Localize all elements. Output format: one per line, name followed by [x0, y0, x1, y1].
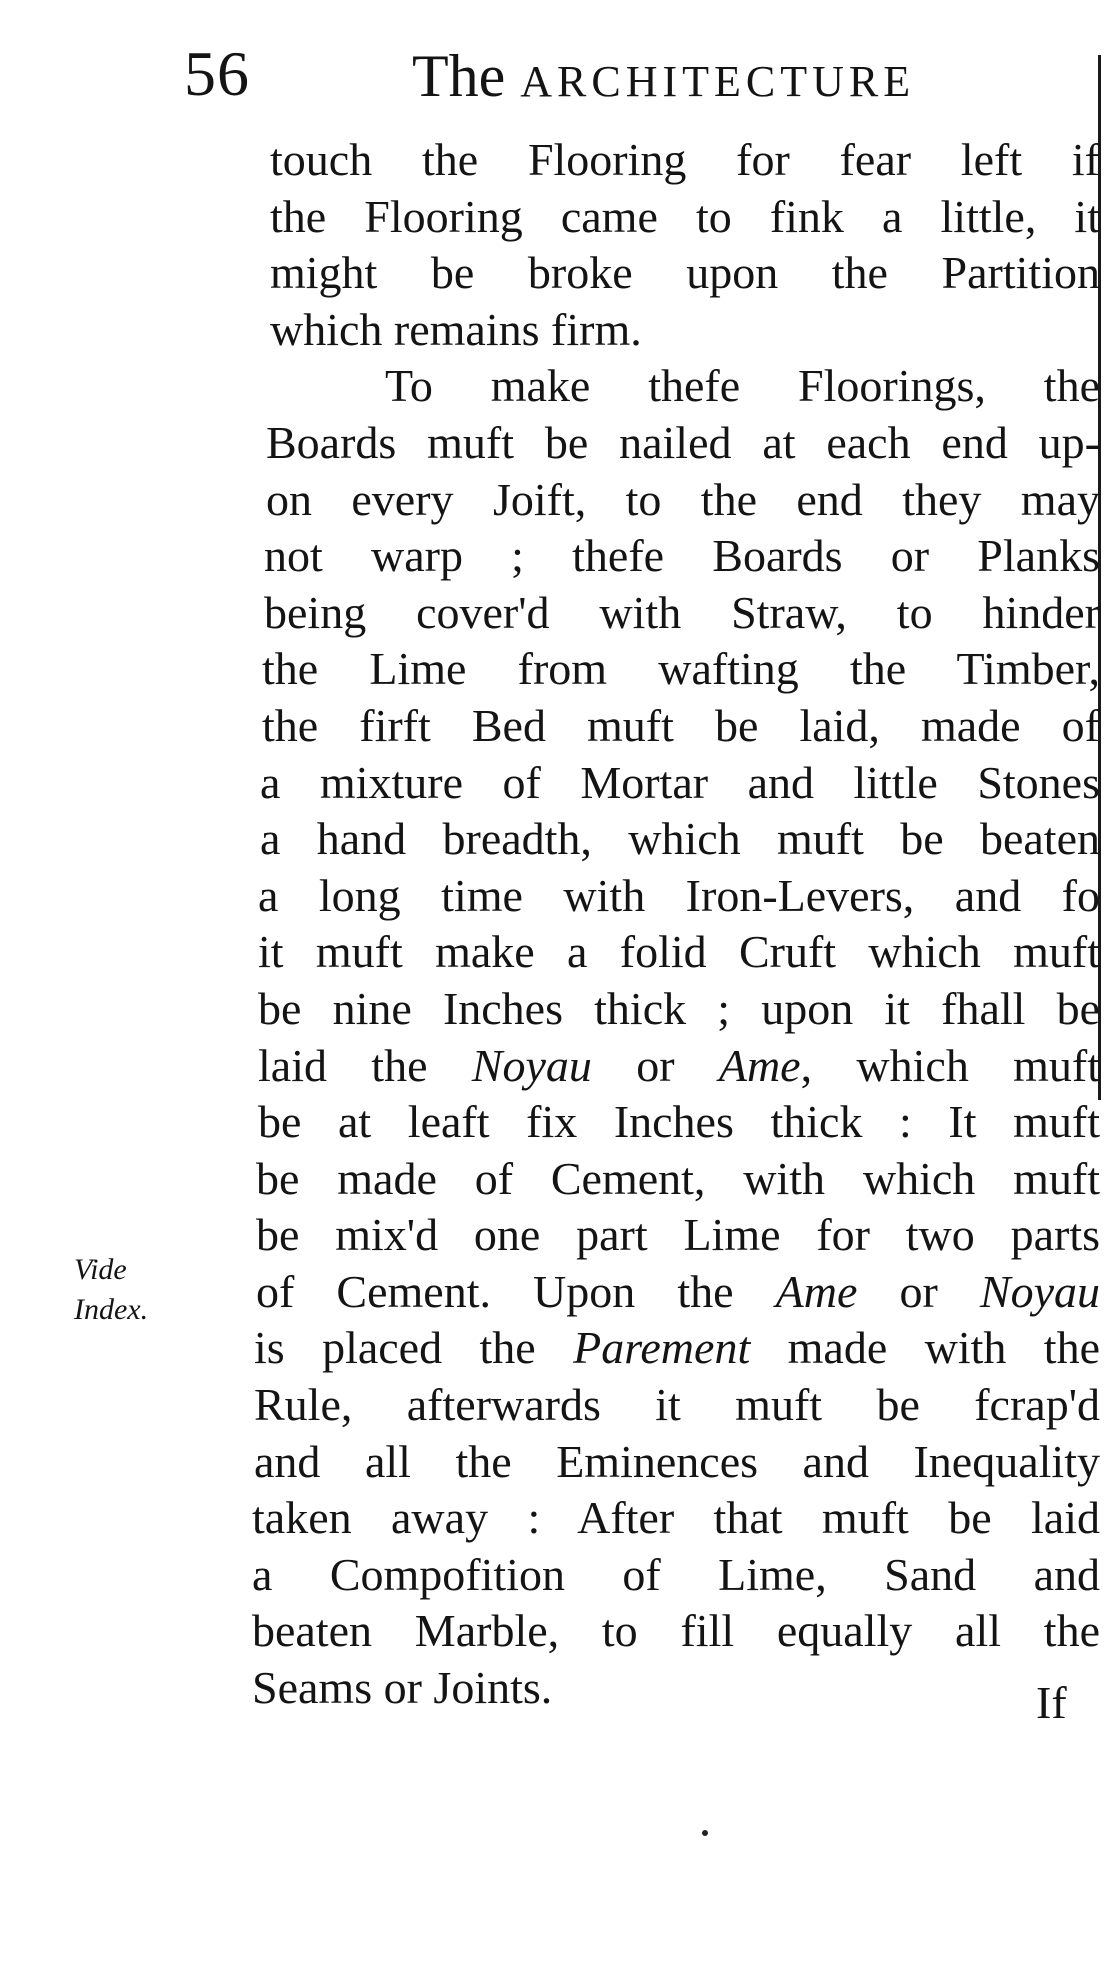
text-segment: a Compofition of Lime, Sand and [252, 1548, 1100, 1600]
text-segment: is placed the [254, 1322, 574, 1374]
text-segment: and all the Eminences and Inequality [254, 1435, 1100, 1487]
text-segment: of Cement. Upon the [256, 1265, 776, 1317]
text-segment: being cover'd with Straw, to hinder [264, 586, 1100, 638]
italic-term: Ame [718, 1039, 801, 1091]
running-head-the: The [412, 43, 506, 109]
text-line [258, 868, 1100, 925]
italic-term: Ame [775, 1265, 858, 1317]
text-segment: the Flooring came to fink a little, it [270, 190, 1100, 242]
text-line [270, 189, 1100, 246]
text-line [254, 1320, 1100, 1377]
text-segment: a mixture of Mortar and little Stones [260, 756, 1100, 808]
text-line [258, 924, 1100, 981]
text-line [264, 585, 1100, 642]
text-segment: touch the Flooring for fear left if [270, 134, 1100, 185]
text-line [270, 302, 1100, 359]
text-segment: be at leaft fix Inches thick : It muft [258, 1096, 1100, 1148]
text-line [270, 132, 1100, 189]
text-line [252, 1547, 1100, 1604]
text-line [260, 755, 1100, 812]
text-segment: the Lime from wafting the Timber, [262, 643, 1100, 695]
italic-term: Noyau [471, 1039, 592, 1091]
text-line [266, 472, 1100, 529]
margin-note-line-2: Index. [74, 1293, 149, 1326]
text-segment: or [591, 1039, 719, 1091]
text-segment: a long time with Iron-Levers, and fo [258, 869, 1100, 921]
text-line [264, 528, 1100, 585]
text-segment: it muft make a folid Cruft which muft [258, 926, 1100, 978]
stray-ink-dot [702, 1830, 708, 1836]
page-number: 56 [184, 38, 250, 109]
italic-term: Noyau [979, 1265, 1101, 1317]
text-segment: beaten Marble, to fill equally all the [252, 1605, 1100, 1657]
text-line [256, 1207, 1100, 1264]
text-line [254, 1434, 1100, 1491]
text-line [262, 641, 1100, 698]
margin-note [74, 1250, 148, 1330]
text-segment: be mix'd one part Lime for two parts [256, 1209, 1100, 1261]
text-line [252, 1603, 1100, 1660]
text-line [252, 1660, 1100, 1717]
text-segment: Rule, afterwards it muft be fcrap'd [254, 1379, 1100, 1431]
margin-note-line-1: Vide [74, 1253, 127, 1286]
text-line [256, 1264, 1100, 1321]
text-line [270, 358, 1100, 415]
text-segment: might be broke upon the Partition [270, 247, 1100, 299]
text-line [258, 1094, 1100, 1151]
body-text [252, 132, 1101, 1717]
catchword: If [1036, 1677, 1067, 1728]
text-segment: To make thefe Floorings, the [270, 360, 1100, 412]
text-segment: be nine Inches thick ; upon it fhall be [258, 982, 1100, 1034]
italic-term: Parement [573, 1322, 751, 1374]
text-line [260, 811, 1100, 868]
text-segment: taken away : After that muft be laid [252, 1492, 1100, 1544]
text-segment: on every Joift, to the end they may [266, 473, 1100, 525]
text-segment: made with the [750, 1322, 1100, 1374]
text-segment: , which muft [800, 1039, 1100, 1091]
text-segment: or [857, 1265, 980, 1317]
text-line [254, 1377, 1100, 1434]
text-line [258, 1038, 1100, 1095]
text-segment: laid the [258, 1039, 472, 1091]
text-line [262, 698, 1100, 755]
text-line [266, 415, 1100, 472]
text-segment: be made of Cement, with which muft [256, 1152, 1100, 1204]
text-segment: Boards muft be nailed at each end up- [266, 416, 1100, 468]
running-head-architecture: ARCHITECTURE [520, 57, 916, 106]
text-line [256, 1151, 1100, 1208]
text-segment: Seams or Joints. [252, 1662, 553, 1714]
text-line [252, 1490, 1100, 1547]
text-segment: the firft Bed muft be laid, made of [262, 699, 1100, 751]
text-line [270, 245, 1100, 302]
text-segment: a hand breadth, which muft be beaten [260, 813, 1100, 865]
text-segment: not warp ; thefe Boards or Planks [264, 530, 1100, 582]
text-segment: which remains firm. [270, 303, 642, 355]
text-line [258, 981, 1100, 1038]
running-head [412, 43, 916, 109]
